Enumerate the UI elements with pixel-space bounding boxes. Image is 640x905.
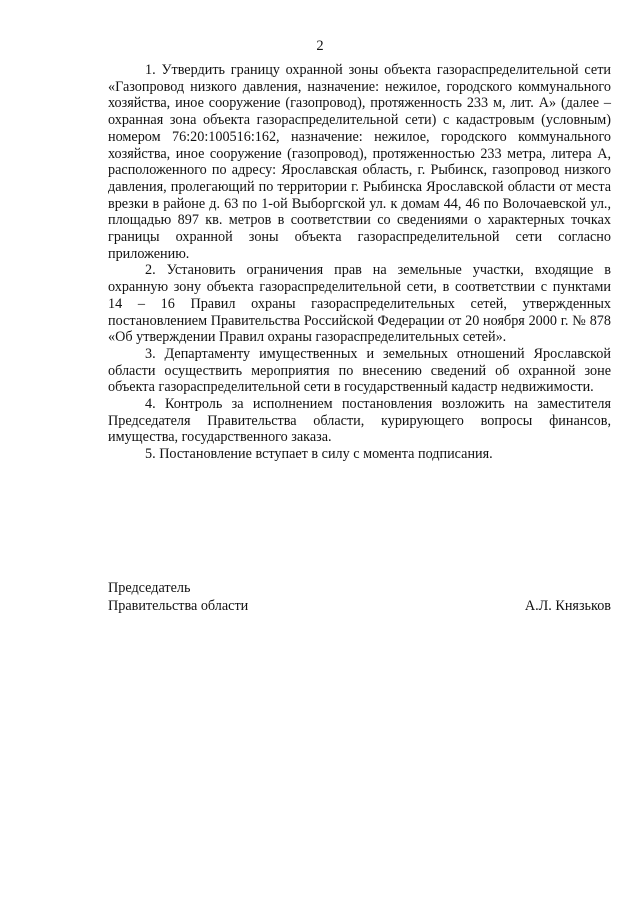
signatory-title-line1: Председатель <box>108 580 191 596</box>
paragraph-3: 3. Департаменту имущественных и земельных отношений Ярославской области осуществить мероприятия по внесению сведений об охранной зоне объекта газораспределительной сети в государственный кадастр недвижимости. <box>108 345 611 396</box>
document-body <box>108 62 611 463</box>
page-number: 2 <box>316 38 324 54</box>
paragraph-1: 1. Утвердить границу охранной зоны объекта газораспределительной сети «Газопровод низкого давления, назначение: нежилое, городского коммунального хозяйства, иное сооружение (газопровод), протяженность 233 м, лит. А» (далее – охранная зона объекта газораспределительной сети) с кадастровым (условным) номером 76:20:100516:162, назначение: нежилое, городского коммунального хозяйства, иное сооружение (газопровод), протяженностью 233 метра, литера А, расположенного по адресу: Ярославская область, г. Рыбинск, газопровод низкого давления, пролегающий по территории г. Рыбинска Ярославской области от места врезки в районе д. 63 по 1-ой Выборгской ул. к домам 44, 46 по Волочаевской ул., площадью 897 кв. метров в соответствии со сведениями о характерных точках границы охранной зоны объекта газораспределительной сети согласно приложению. <box>108 62 611 262</box>
signature-row <box>108 597 611 615</box>
signatory-title-line2: Правительства области <box>108 598 249 614</box>
paragraph-4: 4. Контроль за исполнением постановления возложить на заместителя Председателя Правительства области, курирующего вопросы финансов, имущества, государственного заказа. <box>108 396 611 446</box>
paragraph-2: 2. Установить ограничения прав на земельные участки, входящие в охранную зону объекта газораспределительной сети, в соответствии с пунктами 14 – 16 Правил охраны газораспределительных сетей, утвержденных постановлением Правительства Российской Федерации от 20 ноября 2000 г. № 878 «Об утверждении Правил охраны газораспределительных сетей». <box>108 262 611 346</box>
signature-block <box>108 579 611 615</box>
signatory-name: А.Л. Князьков <box>524 598 611 614</box>
paragraph-5: 5. Постановление вступает в силу с момента подписания. <box>145 446 493 463</box>
